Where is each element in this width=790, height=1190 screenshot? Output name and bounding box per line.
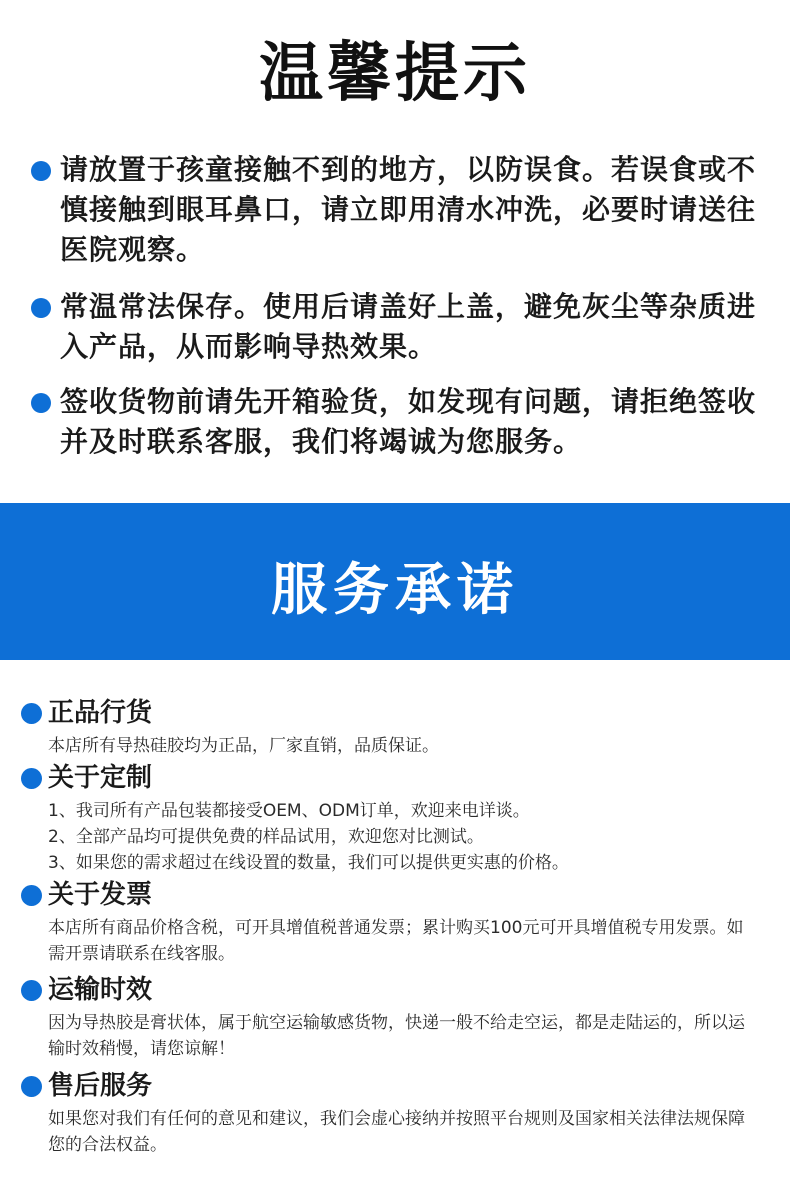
service-section-shipping — [48, 974, 748, 1062]
service-heading — [48, 879, 748, 911]
service-promise-banner — [0, 503, 790, 660]
banner-title: 服务承诺 — [271, 558, 519, 623]
bullet-dot-icon — [21, 1076, 42, 1097]
service-line: 本店所有商品价格含税，可开具增值税普通发票；累计购买100元可开具增值税专用发票。如需开票请联系在线客服。 — [48, 918, 744, 964]
service-body — [48, 1010, 748, 1062]
bullet-dot-icon — [31, 393, 51, 413]
bullet-dot-icon — [21, 885, 42, 906]
service-section-after-sales — [48, 1070, 748, 1158]
bullet-dot-icon — [21, 980, 42, 1001]
service-heading — [48, 974, 748, 1006]
service-heading-text: 售后服务 — [48, 1071, 153, 1101]
tips-title: 温馨提示 — [259, 37, 531, 111]
service-heading — [48, 762, 748, 794]
tip-item — [60, 150, 760, 270]
service-line: 因为导热胶是膏状体，属于航空运输敏感货物，快递一般不给走空运，都是走陆运的，所以运输时效稍慢，请您谅解！ — [48, 1013, 745, 1059]
service-body — [48, 798, 748, 876]
service-body — [48, 915, 748, 967]
service-heading-text: 正品行货 — [48, 698, 153, 728]
service-section-genuine — [48, 697, 748, 759]
service-section-invoice — [48, 879, 748, 967]
tip-text: 签收货物前请先开箱验货，如发现有问题，请拒绝签收并及时联系客服，我们将竭诚为您服务。 — [60, 385, 757, 458]
tip-item — [60, 382, 760, 462]
service-heading-text: 关于定制 — [48, 763, 153, 793]
service-heading-text: 关于发票 — [48, 880, 153, 910]
service-line: 如果您对我们有任何的意见和建议，我们会虚心接纳并按照平台规则及国家相关法律法规保障您的合法权益。 — [48, 1109, 745, 1155]
service-line: 3、如果您的需求超过在线设置的数量，我们可以提供更实惠的价格。 — [48, 853, 569, 873]
service-line: 2、全部产品均可提供免费的样品试用，欢迎您对比测试。 — [48, 827, 484, 847]
service-heading — [48, 697, 748, 729]
tip-item — [60, 287, 760, 367]
bullet-dot-icon — [31, 161, 51, 181]
service-body — [48, 1106, 748, 1158]
bullet-dot-icon — [21, 703, 42, 724]
service-line: 本店所有导热硅胶均为正品，厂家直销，品质保证。 — [48, 736, 439, 756]
service-heading — [48, 1070, 748, 1102]
bullet-dot-icon — [31, 298, 51, 318]
tip-text: 常温常法保存。使用后请盖好上盖，避免灰尘等杂质进入产品，从而影响导热效果。 — [60, 290, 757, 363]
service-heading-text: 运输时效 — [48, 975, 153, 1005]
service-line: 1、我司所有产品包装都接受OEM、ODM订单，欢迎来电详谈。 — [48, 801, 530, 821]
tip-text: 请放置于孩童接触不到的地方，以防误食。若误食或不慎接触到眼耳鼻口，请立即用清水冲洗，必要时请送往医院观察。 — [60, 153, 757, 266]
service-body — [48, 733, 748, 759]
service-section-customization — [48, 762, 748, 876]
bullet-dot-icon — [21, 768, 42, 789]
